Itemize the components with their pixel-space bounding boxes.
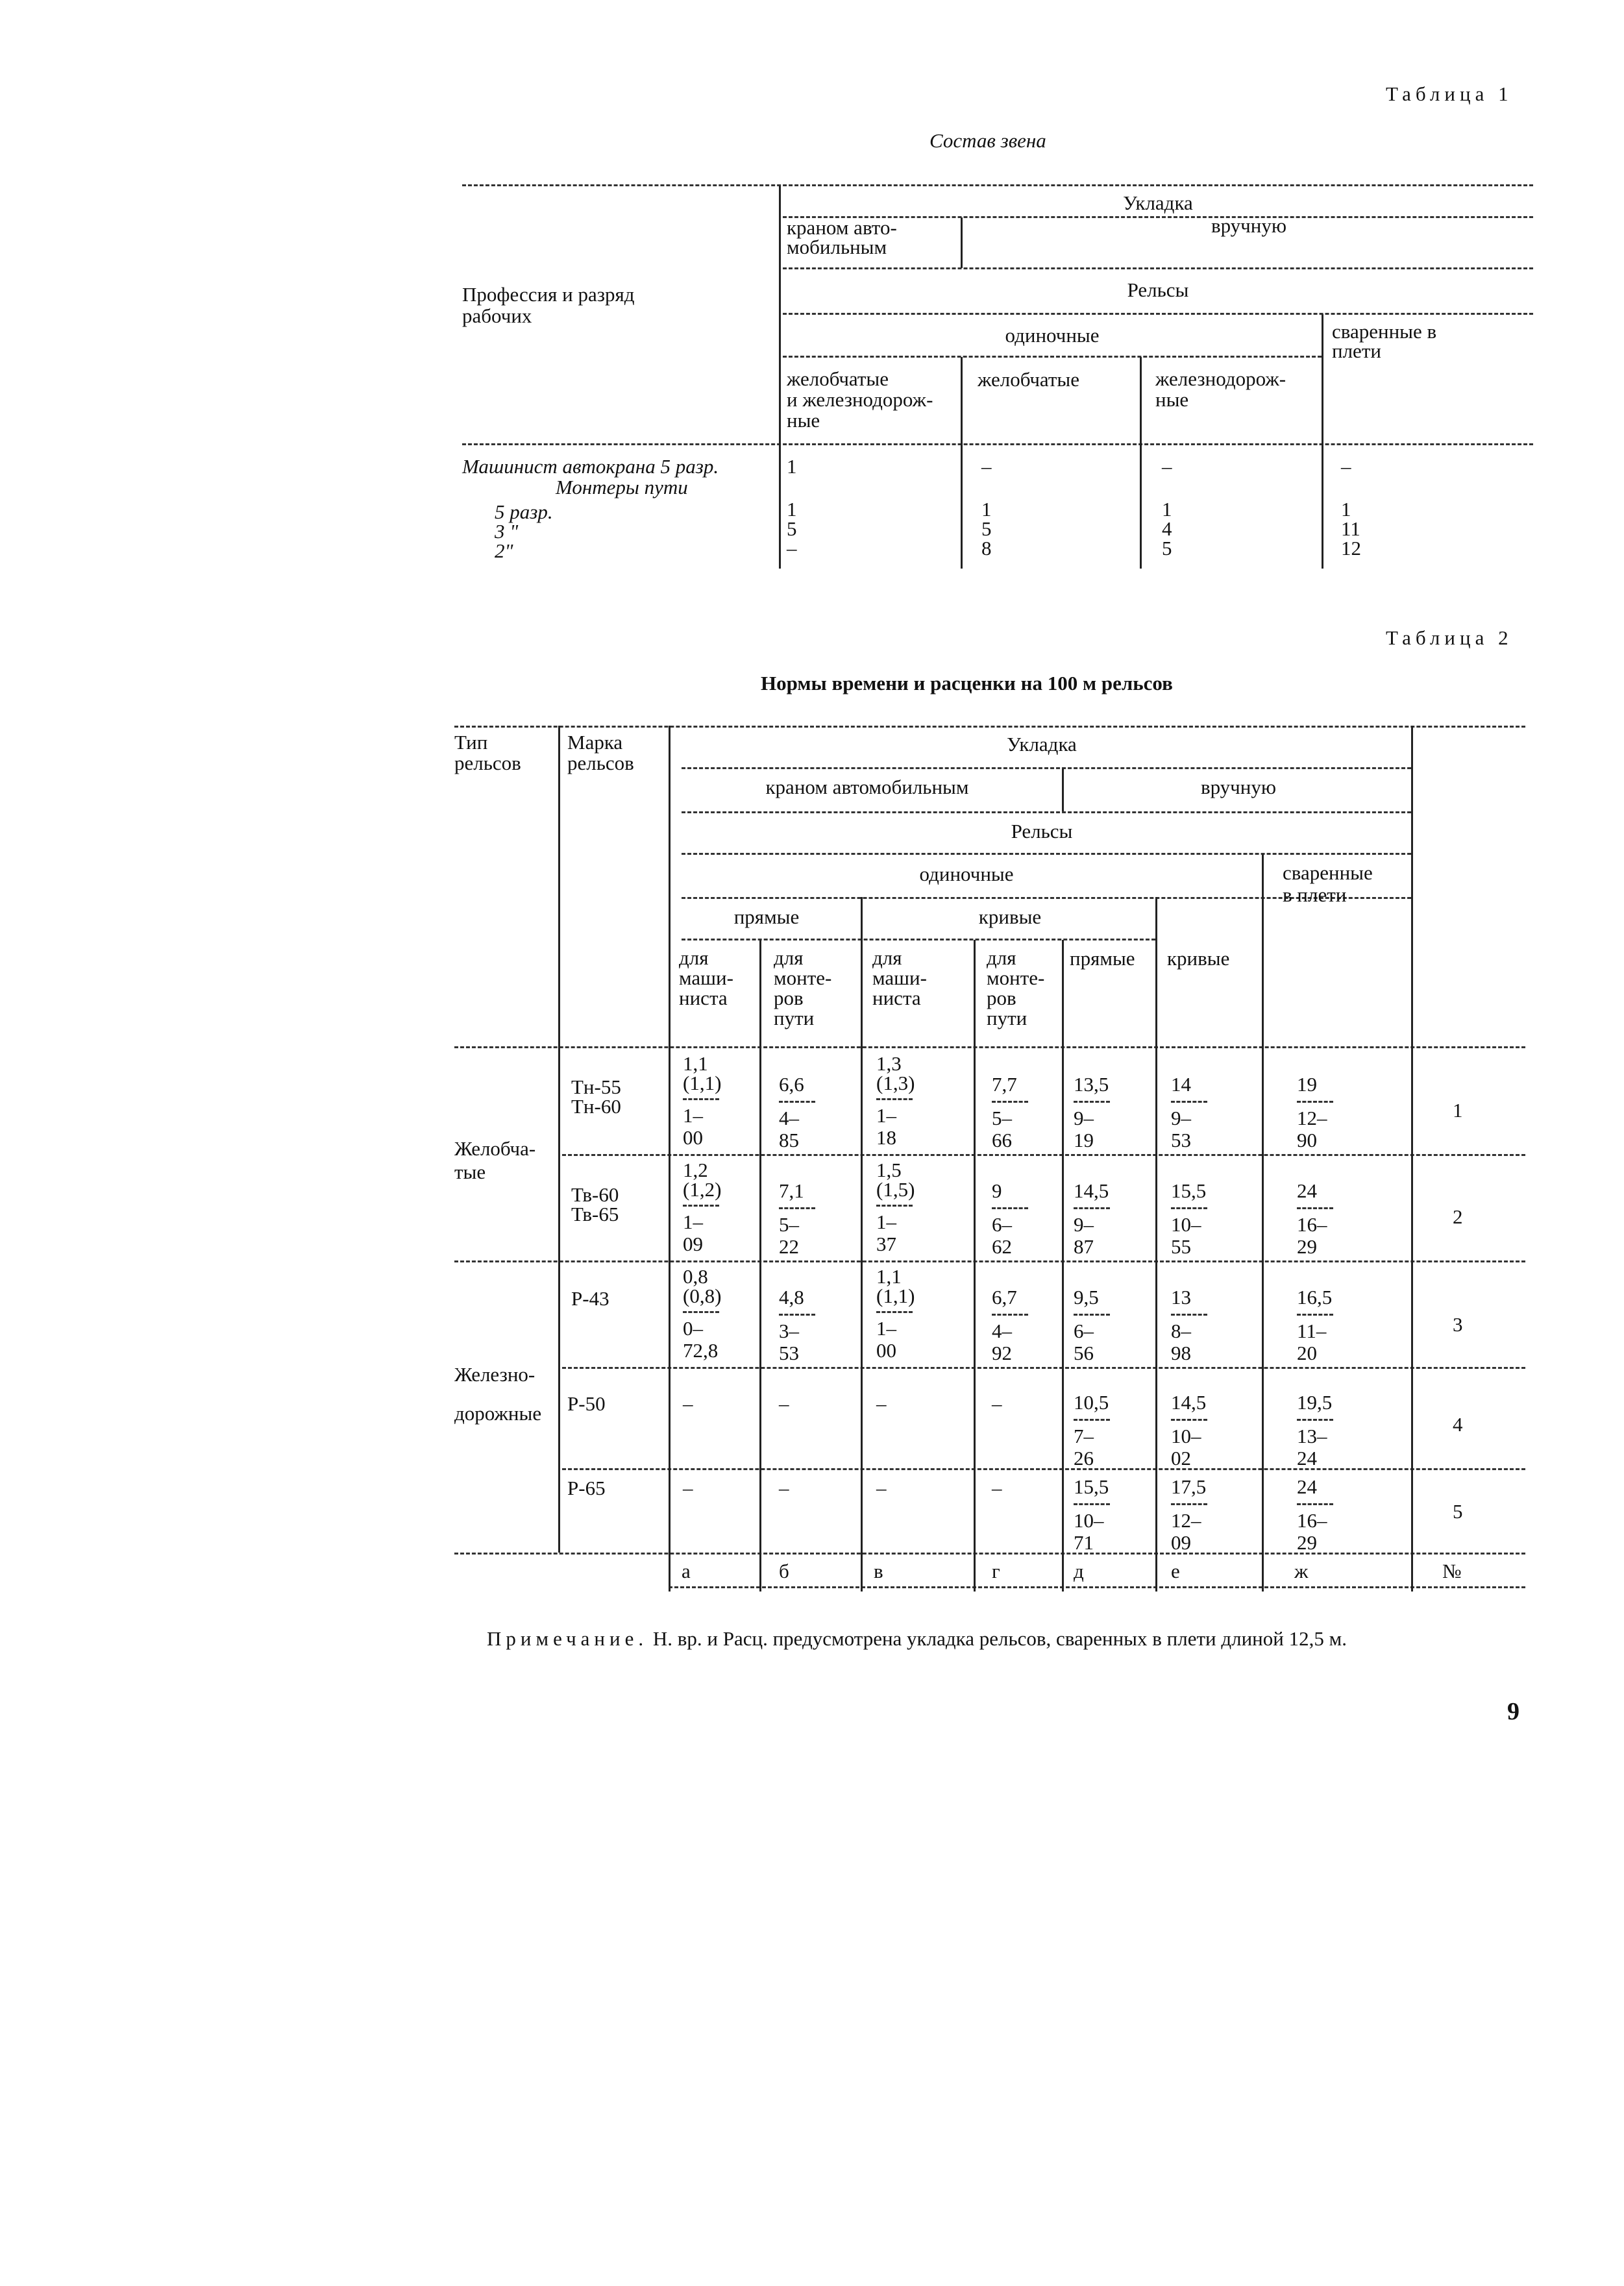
t1-cell: –: [981, 455, 992, 478]
t2-pryamye-header: прямые: [733, 905, 800, 928]
t2-column-letter: б: [779, 1560, 789, 1582]
t2-dlya-mash-header: для маши- ниста: [872, 946, 927, 1009]
t2-cell: 15,5 10–71: [1074, 1475, 1109, 1554]
t2-column-letter: а: [682, 1560, 691, 1582]
t2-odinochnye-header: одиночные: [919, 863, 1014, 885]
t1-cell: –: [1341, 455, 1351, 478]
t2-marka: Р-50: [567, 1392, 606, 1415]
t1-cell: 1: [787, 455, 797, 478]
t2-cell: 24 16–29: [1297, 1476, 1333, 1554]
t2-marka-header: Марка рельсов: [567, 731, 634, 774]
t1-kranom-header: краном авто- мобильным: [787, 216, 897, 258]
t1-cell: 1: [1341, 498, 1351, 521]
t1-row-label: 5 разр.: [495, 500, 553, 523]
t1-cell: 5: [1162, 537, 1172, 559]
t1-row-label: Монтеры пути: [556, 476, 688, 498]
table1-label: Таблица 1: [1386, 82, 1513, 105]
t2-cell: 7,1 5–22: [779, 1180, 815, 1258]
t2-row-number: 1: [1453, 1099, 1463, 1122]
t1-row-label: Машинист автокрана 5 разр.: [462, 455, 719, 478]
t1-zhelobchatye-header: желобчатые: [978, 368, 1080, 391]
t2-cell: 15,5 10–55: [1171, 1179, 1207, 1258]
t2-cell: 10,5 7–26: [1074, 1391, 1109, 1469]
t2-cell: 1,2 (1,2) 1–09: [683, 1159, 722, 1255]
t2-cell: –: [779, 1392, 789, 1415]
t1-cell: 1: [787, 498, 797, 521]
t1-cell: 8: [981, 537, 992, 559]
t1-cell: –: [1162, 455, 1172, 478]
t2-cell: 19 12–90: [1297, 1074, 1333, 1151]
t2-cell: 1,1 (1,1) 1–00: [876, 1265, 915, 1362]
t1-odinochnye-header: одиночные: [1005, 324, 1100, 347]
t2-cell: 13,5 9–19: [1074, 1073, 1109, 1151]
table2-title: Нормы времени и расценки на 100 м рельсов: [761, 672, 1173, 694]
page-number: 9: [1507, 1698, 1519, 1725]
t2-row-number: 2: [1453, 1205, 1463, 1228]
t2-relsy-header: Рельсы: [1011, 820, 1073, 842]
t2-cell: 9,5 6–56: [1074, 1286, 1110, 1364]
t2-cell: 1,3 (1,3) 1–18: [876, 1052, 915, 1149]
t2-vruchnuyu-header: вручную: [1200, 776, 1277, 798]
t2-cell: 17,5 12–09: [1171, 1475, 1207, 1554]
t2-cell: 0,8 (0,8) 0–72,8: [683, 1265, 722, 1362]
t2-marka: Р-43: [571, 1287, 609, 1310]
t2-cell: –: [683, 1477, 693, 1499]
t2-cell: 6,7 4–92: [992, 1286, 1028, 1364]
t2-cell: 1,1 (1,1) 1–00: [683, 1052, 722, 1149]
t1-row-label: 2": [495, 539, 513, 562]
t2-kranom-header: краном автомобильным: [765, 776, 969, 798]
t2-row-number: 4: [1453, 1413, 1463, 1436]
t1-vruchnuyu-header: вручную: [1211, 214, 1287, 237]
t2-cell: –: [779, 1477, 789, 1499]
t1-svarennye-header: сваренные в плети: [1332, 320, 1437, 362]
t1-cell: 11: [1341, 517, 1360, 540]
t2-cell: 13 8–98: [1171, 1286, 1207, 1364]
t2-dlya-mont-header: для монте- ров пути: [987, 946, 1045, 1029]
t2-row-number: 3: [1453, 1313, 1463, 1336]
t2-marka: Тв-60 Тв-65: [571, 1183, 619, 1225]
t1-cell: 5: [981, 517, 992, 540]
t1-ukladka-header: Укладка: [1123, 191, 1193, 214]
t2-column-letter: ж: [1294, 1560, 1309, 1582]
note: [487, 1628, 1347, 1650]
note-prefix: Примечание.: [487, 1627, 648, 1650]
t2-cell: 7,7 5–66: [992, 1074, 1028, 1151]
t2-cell: –: [992, 1392, 1002, 1415]
t2-column-letter: в: [874, 1560, 883, 1582]
t2-type-label: Желобча- тые: [454, 1137, 536, 1183]
note-text: Н. вр. и Расц. предусмотрена укладка рельсов, сваренных в плети длиной 12,5 м.: [652, 1627, 1347, 1650]
t2-cell: 24 16–29: [1297, 1180, 1333, 1258]
t2-cell: 19,5 13–24: [1297, 1391, 1333, 1469]
t2-column-letter: №: [1442, 1560, 1462, 1582]
t2-tip-header: Тип рельсов: [454, 731, 521, 774]
t2-ukladka-header: Укладка: [1007, 733, 1077, 756]
t1-cell: 5: [787, 517, 797, 540]
t2-cell: –: [876, 1392, 887, 1415]
t2-dlya-mash-header: для маши- ниста: [679, 946, 733, 1009]
t1-cell: –: [787, 537, 797, 559]
t2-cell: –: [876, 1477, 887, 1499]
t2-cell: 14 9–53: [1171, 1074, 1207, 1151]
table2-label: Таблица 2: [1386, 626, 1513, 649]
t1-cell: 4: [1162, 517, 1172, 540]
table1-title: Состав звена: [929, 129, 1046, 152]
t2-cell: –: [683, 1392, 693, 1415]
t2-marka: Тн-55 Тн-60: [571, 1075, 621, 1118]
t2-pryamye2-header: прямые: [1070, 947, 1135, 970]
t2-krivye2-header: кривые: [1167, 947, 1230, 970]
t2-cell: 9 6–62: [992, 1180, 1028, 1258]
t1-profession-header: Профессия и разряд рабочих: [462, 283, 635, 327]
t2-column-letter: е: [1171, 1560, 1180, 1582]
t2-cell: 16,5 11–20: [1297, 1286, 1333, 1364]
t2-cell: 14,5 10–02: [1171, 1391, 1207, 1469]
t1-row-label: 3 ": [495, 520, 519, 543]
t1-zhd-header: железнодорож- ные: [1155, 367, 1286, 411]
t1-zhel-i-zhd-header: желобчатые и железнодорож- ные: [787, 367, 933, 432]
t2-cell: 4,8 3–53: [779, 1286, 815, 1364]
t2-krivye-header: кривые: [978, 905, 1042, 928]
t1-cell: 12: [1341, 537, 1361, 559]
t2-column-letter: д: [1074, 1560, 1084, 1582]
t2-svarennye-header: сваренные в плети: [1283, 861, 1373, 906]
t2-row-number: 5: [1453, 1500, 1463, 1523]
t2-cell: 6,6 4–85: [779, 1074, 815, 1151]
t2-cell: 14,5 9–87: [1074, 1179, 1109, 1258]
t2-cell: –: [992, 1477, 1002, 1499]
t2-dlya-mont-header: для монте- ров пути: [774, 946, 832, 1029]
t2-cell: 1,5 (1,5) 1–37: [876, 1159, 915, 1255]
t1-cell: 1: [1162, 498, 1172, 521]
t2-column-letter: г: [992, 1560, 1000, 1582]
t2-marka: Р-65: [567, 1477, 606, 1499]
t1-cell: 1: [981, 498, 992, 521]
t1-relsy-header: Рельсы: [1127, 278, 1189, 301]
t2-type-label: Железно- дорожные: [454, 1363, 542, 1425]
